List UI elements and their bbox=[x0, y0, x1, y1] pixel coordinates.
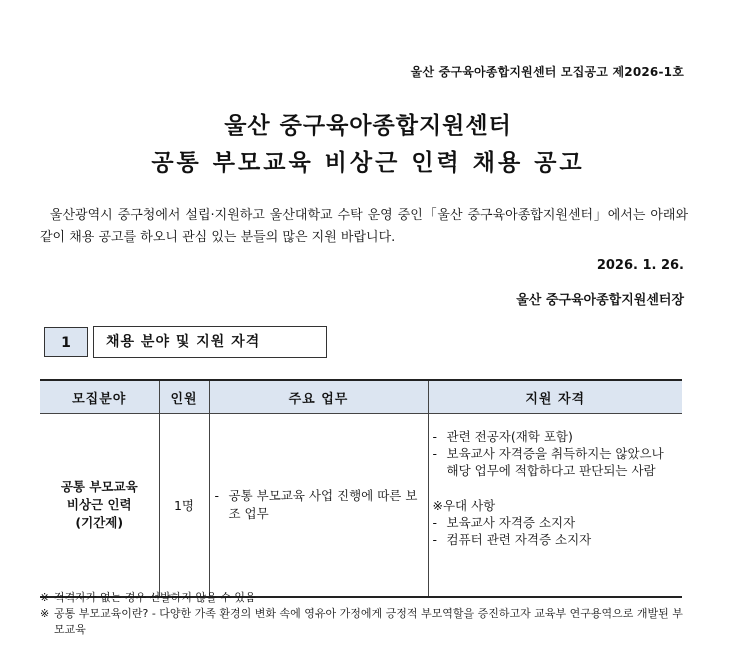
header-qualification: 지원 자격 bbox=[428, 380, 682, 414]
header-count: 인원 bbox=[159, 380, 209, 414]
preference-item bbox=[433, 531, 679, 548]
note-mark: ※ bbox=[40, 591, 50, 604]
qualification-item bbox=[433, 428, 679, 445]
field-line: (기간제) bbox=[75, 515, 124, 530]
field-line: 공통 부모교육 bbox=[60, 479, 138, 494]
intro-paragraph bbox=[40, 205, 688, 249]
preference-item bbox=[433, 514, 679, 531]
section-number: 1 bbox=[44, 327, 88, 357]
qualification-item bbox=[433, 445, 679, 479]
title-line-2: 공통 부모교육 비상근 인력 채용 공고 bbox=[151, 150, 585, 176]
qualification-text: 보육교사 자격증을 취득하지는 않았으나 해당 업무에 적합하다고 판단되는 사람 bbox=[446, 446, 664, 478]
note-text: 적격자가 없는 경우 선발하지 않을 수 있음 bbox=[54, 591, 256, 604]
table-header-row bbox=[40, 380, 682, 414]
count-cell: 1명 bbox=[159, 414, 209, 598]
preference-text: 보육교사 자격증 소지자 bbox=[446, 515, 576, 530]
dash: - bbox=[432, 515, 438, 530]
header-field: 모집분야 bbox=[40, 380, 159, 414]
signer: 울산 중구육아종합지원센터장 bbox=[516, 293, 684, 308]
notice-number: 울산 중구육아종합지원센터 모집공고 제2026-1호 bbox=[410, 65, 684, 79]
note-mark: ※ bbox=[40, 607, 50, 620]
dash: - bbox=[432, 532, 438, 547]
dash: - bbox=[432, 429, 438, 444]
preference-text: 컴퓨터 관련 자격증 소지자 bbox=[446, 532, 592, 547]
field-cell bbox=[40, 414, 159, 598]
dash: - bbox=[432, 446, 438, 461]
duty-text: 공통 부모교육 사업 진행에 따른 보조 업무 bbox=[228, 488, 418, 521]
title-line-1: 울산 중구육아종합지원센터 bbox=[224, 113, 512, 139]
preference-title: ※우대 사항 bbox=[432, 498, 496, 513]
dash: - bbox=[214, 488, 220, 503]
note-item bbox=[40, 606, 690, 638]
note-text: 공통 부모교육이란? - 다양한 가족 환경의 변화 속에 영유아 가정에게 긍정적 부모역할을 증진하고자 교육부 연구용역으로 개발된 부모교육 bbox=[54, 607, 683, 636]
duty-item bbox=[215, 487, 424, 523]
note-item bbox=[40, 590, 690, 606]
field-line: 비상근 인력 bbox=[66, 497, 132, 512]
duty-cell bbox=[209, 414, 428, 598]
announcement-date: 2026. 1. 26. bbox=[596, 258, 684, 273]
qualification-text: 관련 전공자(재학 포함) bbox=[446, 429, 573, 444]
recruitment-table bbox=[40, 379, 682, 598]
table-row bbox=[40, 414, 682, 598]
qualification-cell bbox=[428, 414, 682, 598]
notes bbox=[40, 590, 690, 638]
header-duty: 주요 업무 bbox=[209, 380, 428, 414]
intro-text: 울산광역시 중구청에서 설립·지원하고 울산대학교 수탁 운영 중인「울산 중구육아종합지원센터」에서는 아래와 같이 채용 공고를 하오니 관심 있는 분들의 많은 지원 바랍니다. bbox=[40, 208, 688, 245]
section-title: 채용 분야 및 지원 자격 bbox=[93, 326, 327, 358]
